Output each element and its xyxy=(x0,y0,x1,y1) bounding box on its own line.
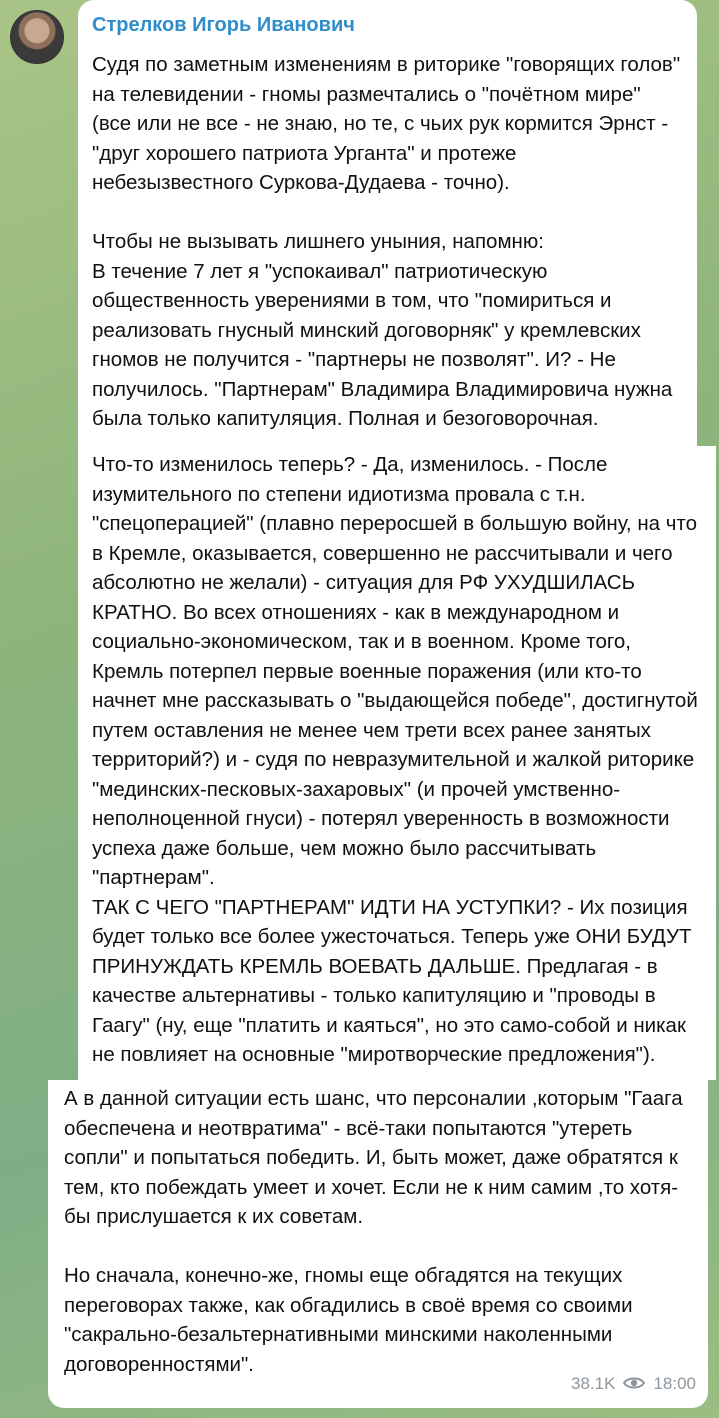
message-bubble-part-3 xyxy=(48,1080,708,1408)
message-paragraph: Но сначала, конечно-же, гномы еще обгадятся на текущих переговорах также, как обгадились в своё время со своими "сакрально-безальтернативными минскими наколенными договоренностями". xyxy=(64,1264,639,1376)
message-bubble-part-2 xyxy=(78,446,716,1080)
message-bubble-part-1 xyxy=(78,0,697,446)
author-avatar[interactable] xyxy=(10,10,64,64)
message-paragraph: А в данной ситуации есть шанс, что персоналии ,которым "Гаага обеспечена и неотвратима" - всё-таки попытаются "утереть сопли" и попытаться победить. И, быть может, даже обратятся к тем, кто побеждать умеет и хочет. Если не к ним самим ,то хотя-бы прислушается к их советам. xyxy=(64,1087,689,1228)
message-paragraph: Что-то изменилось теперь? - Да, изменилось. - После изумительного по степени идиотизма провала с т.н. "спецоперацией" (плавно переросшей в большую войну, на что в Кремле, оказывается, совершенно не рассчитывали и чего абсолютно не желали) - ситуация для РФ УХУДШИЛАСЬ КРАТНО. Во всех отношениях - как в международном и социально-экономическом, так и в военном. Кроме того, Кремль потерпел первые военные поражения (или кто-то начнет мне рассказывать о "выдающейся победе", достигнутой путем оставления не менее чем трети всех ранее занятых территорий?) и - судя по невразумительной и жалкой риторике "мединских-песковых-захаровых" (и прочей умственно-неполноценной гнуси) - потерял уверенность в возможности успеха даже больше, чем можно было рассчитывать "партнерам". ТАК С ЧЕГО "ПАРТНЕРАМ" ИДТИ НА УСТУПКИ? - Их позиция будет только все более ужесточаться. Теперь уже ОНИ БУДУТ ПРИНУЖДАТЬ КРЕМЛЬ ВОЕВАТЬ ДАЛЬШЕ. Предлагая - в качестве альтернативы - только капитуляцию и "проводы в Гаагу" (ну, еще "платить и каяться", но это само-собой и никак не повлияет на основные "миротворческие предложения"). xyxy=(92,453,698,1066)
view-count: 38.1K xyxy=(571,1373,616,1393)
message-meta xyxy=(571,1369,696,1399)
message-paragraph: Судя по заметным изменениям в риторике "говорящих голов" на телевидении - гномы размечтались о "почётном мире" (все или не все - не знаю, но те, с чьих рук кормится Эрнст - "друг хорошего патриота Урганта" и протеже небезызвестного Суркова-Дудаева - точно). xyxy=(92,53,686,194)
message-paragraph: Чтобы не вызывать лишнего уныния, напомню: В течение 7 лет я "успокаивал" патриотическую общественность уверениями в том, что "помириться и реализовать гнусный минский договорняк" у кремлевских гномов не получится - "партнеры не позволят". И? - Не получилось. "Партнерам" Владимира Владимировича нужна была только капитуляция. Полная и безоговорочная. xyxy=(92,230,673,430)
eye-icon xyxy=(623,1376,645,1390)
message-time: 18:00 xyxy=(653,1373,696,1393)
author-name[interactable]: Стрелков Игорь Иванович xyxy=(92,14,355,36)
